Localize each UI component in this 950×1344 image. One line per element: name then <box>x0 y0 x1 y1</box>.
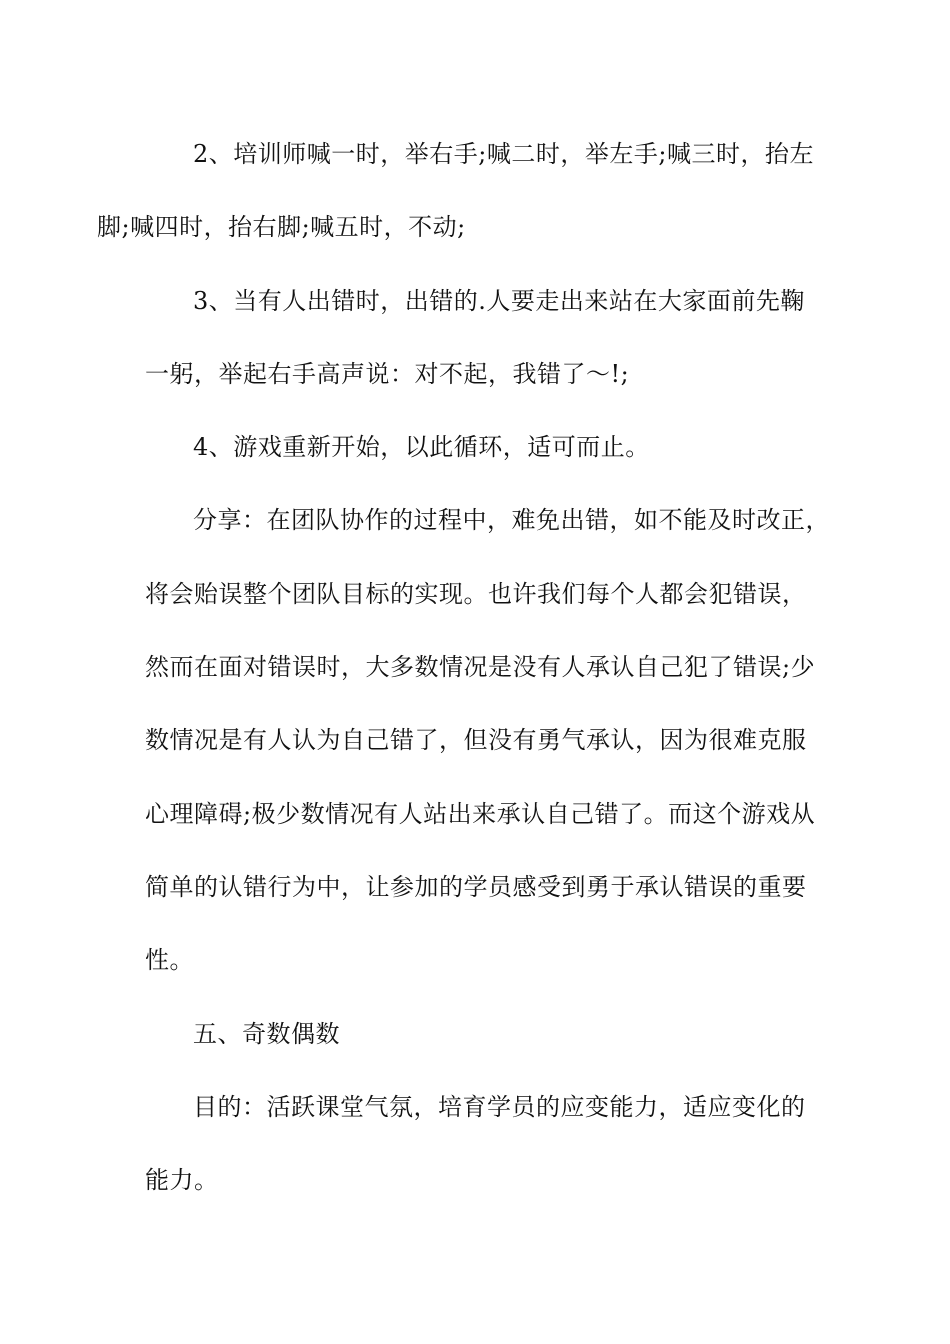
text-line: 心理障碍;极少数情况有人站出来承认自己错了。而这个游戏从 <box>145 799 816 828</box>
text-line: 能力。 <box>145 1166 219 1195</box>
text-line: 简单的认错行为中，让参加的学员感受到勇于承认错误的重要 <box>145 872 807 901</box>
text-line: 分享：在团队协作的过程中，难免出错，如不能及时改正， <box>193 506 830 535</box>
text-line: 性。 <box>145 946 194 975</box>
text-line: 一躬，举起右手高声说：对不起，我错了～!; <box>145 359 630 388</box>
text-line: 4、游戏重新开始，以此循环，适可而止。 <box>193 433 650 462</box>
paragraph-step-4 <box>145 411 821 484</box>
paragraph-purpose <box>145 1071 821 1218</box>
text-line: 将会贻误整个团队目标的实现。也许我们每个人都会犯错误， <box>145 579 807 608</box>
paragraph-step-2 <box>97 118 821 265</box>
paragraph-step-3 <box>145 265 821 412</box>
text-line: 数情况是有人认为自己错了，但没有勇气承认，因为很难克服 <box>145 726 807 755</box>
text-line: 2、培训师喊一时，举右手;喊二时，举左手;喊三时，抬左 <box>193 140 814 168</box>
text-line: 3、当有人出错时，出错的.人要走出来站在大家面前先鞠 <box>193 286 805 315</box>
text-line: 脚;喊四时，抬右脚;喊五时，不动; <box>97 213 466 242</box>
text-line: 目的：活跃课堂气氛，培育学员的应变能力，适应变化的 <box>193 1092 806 1121</box>
document-body <box>97 118 830 1217</box>
text-line: 五、奇数偶数 <box>193 1019 340 1048</box>
section-heading-odd-even <box>145 998 821 1071</box>
text-line: 然而在面对错误时，大多数情况是没有人承认自己犯了错误;少 <box>145 653 816 682</box>
paragraph-sharing <box>145 484 830 997</box>
